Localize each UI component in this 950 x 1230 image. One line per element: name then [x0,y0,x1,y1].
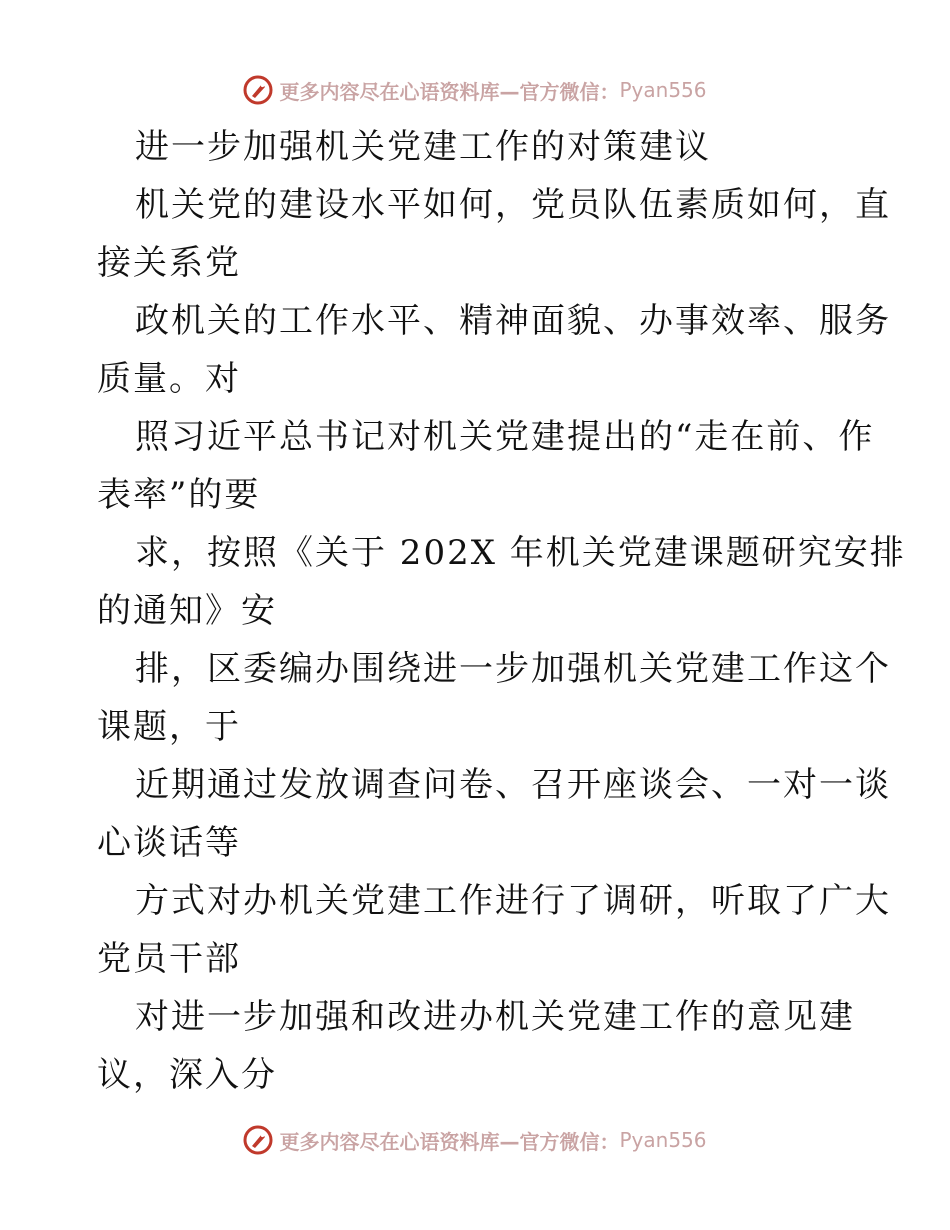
text-line: 质量。对 [97,359,241,399]
text-line: 政机关的工作水平、精神面貌、办事效率、服务 [135,301,891,341]
document-body [97,118,906,1104]
banner-text: 更多内容尽在心语资料库—官方微信： [279,79,620,104]
document-title: 进一步加强机关党建工作的对策建议 [135,127,711,167]
text-line: 近期通过发放调查问卷、召开座谈会、一对一谈 [135,765,891,805]
text-line: 方式对办机关党建工作进行了调研，听取了广大 [135,881,891,921]
text-line: 党员干部 [97,939,241,979]
text-line: 表率”的要 [97,475,261,515]
text-line: 机关党的建设水平如何，党员队伍素质如何，直 [135,185,891,225]
banner-text: 更多内容尽在心语资料库—官方微信： [279,1129,620,1154]
text-line: 课题，于 [97,707,241,747]
text-line: 照习近平总书记对机关党建提出的“走在前、作 [135,417,875,457]
footer-banner [0,1120,950,1160]
text-line: 对进一步加强和改进办机关党建工作的意见建 [135,997,855,1037]
pen-nib-logo-icon [243,1125,273,1155]
wechat-account: Pyan556 [619,1128,707,1152]
text-line: 议，深入分 [97,1055,277,1095]
header-banner [0,70,950,110]
text-line: 的通知》安 [97,591,277,631]
text-line: 心谈话等 [97,823,241,863]
text-line: 排，区委编办围绕进一步加强机关党建工作这个 [135,649,891,689]
text-line: 求，按照《关于 202X 年机关党建课题研究安排 [135,533,906,573]
wechat-account: Pyan556 [619,78,707,102]
text-line: 接关系党 [97,243,241,283]
pen-nib-logo-icon [243,75,273,105]
